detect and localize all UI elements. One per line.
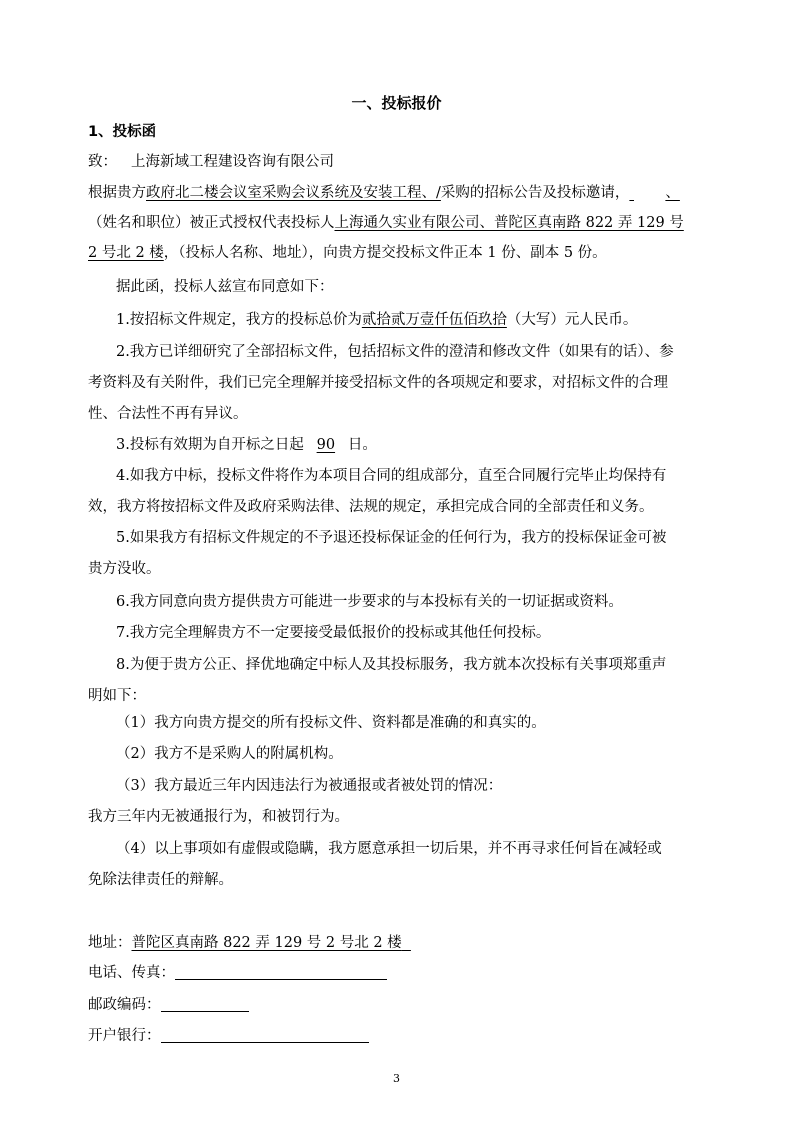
sub-item-4-line-1: （4）以上事项如有虚假或隐瞒，我方愿意承担一切后果，并不再寻求任何旨在减轻或 xyxy=(116,841,662,857)
sub-item-3: （3）我方最近三年内因违法行为被通报或者被处罚的情况： xyxy=(116,778,503,794)
page-number: 3 xyxy=(393,1072,400,1085)
item-text: 3.投标有效期为自开标之日起 xyxy=(116,437,304,453)
item-6: 6.我方同意向贵方提供贵方可能进一步要求的与本投标有关的一切证据或资料。 xyxy=(116,594,623,610)
phone-blank xyxy=(175,963,387,980)
item-7: 7.我方完全理解贵方不一定要接受最低报价的投标或其他任何投标。 xyxy=(116,625,551,641)
phone-line xyxy=(88,963,387,983)
item-8-line-2: 明如下： xyxy=(88,688,146,704)
item-2-line-3: 性、合法性不再有异议。 xyxy=(88,406,248,422)
intro-text: 采购的招标公告及投标邀请， xyxy=(440,185,630,201)
sub-item-2: （2）我方不是采购人的附属机构。 xyxy=(116,746,343,762)
address-line xyxy=(88,933,411,953)
intro-text: （姓名和职位）被正式授权代表投标人 xyxy=(88,215,335,231)
to-label: 致： xyxy=(88,154,117,170)
item-5-line-2: 贵方没收。 xyxy=(88,561,161,577)
project-name: 政府北二楼会议室采购会议系统及安装工程、/ xyxy=(146,185,441,201)
declare-line: 据此函，投标人兹宣布同意如下： xyxy=(116,279,334,295)
postcode-line xyxy=(88,995,249,1015)
address-label: 地址： xyxy=(88,935,132,951)
item-text: 1.按招标文件规定，我方的投标总价为 xyxy=(116,312,362,328)
bank-line xyxy=(88,1026,369,1046)
bidder-name-2: 2 号北 2 楼 xyxy=(88,245,164,261)
item-5-line-1: 5.如果我方有招标文件规定的不予退还投标保证金的任何行为，我方的投标保证金可被 xyxy=(116,530,667,546)
item-text: 日。 xyxy=(347,437,377,453)
item-1 xyxy=(116,310,637,330)
item-8-line-1: 8.为便于贵方公正、择优地确定中标人及其投标服务，我方就本次投标有关事项郑重声 xyxy=(116,657,667,673)
address-value: 普陀区真南路 822 弄 129 号 2 号北 2 楼 xyxy=(131,935,402,951)
subsection-title: 1、投标函 xyxy=(88,124,157,140)
intro-line-3 xyxy=(88,243,607,263)
item-2-line-2: 考资料及有关附件，我们已完全理解并接受招标文件的各项规定和要求，对招标文件的合理 xyxy=(88,375,668,391)
intro-line-2 xyxy=(88,213,684,233)
item-4-line-1: 4.如我方中标，投标文件将作为本项目合同的组成部分，直至合同履行完毕止均保持有 xyxy=(116,468,667,484)
phone-label: 电话、传真： xyxy=(88,965,175,981)
item-4-line-2: 效，我方将按招标文件及政府采购法律、法规的规定，承担完成合同的全部责任和义务。 xyxy=(88,499,654,515)
sub-item-3-answer: 我方三年内无被通报行为，和被罚行为。 xyxy=(88,809,349,825)
bank-blank xyxy=(161,1026,369,1043)
validity-days: 90 xyxy=(316,437,336,453)
addressee-line xyxy=(88,152,334,172)
postcode-label: 邮政编码： xyxy=(88,997,161,1013)
bidder-name-1: 上海通久实业有限公司、普陀区真南路 822 弄 129 号 xyxy=(334,215,684,231)
item-3 xyxy=(116,435,377,455)
intro-text: ，（投标人名称、地址），向贵方提交投标文件正本 1 份、副本 5 份。 xyxy=(163,245,607,261)
bank-label: 开户银行： xyxy=(88,1028,161,1044)
sub-item-1: （1）我方向贵方提交的所有投标文件、资料都是准确的和真实的。 xyxy=(116,715,546,731)
intro-text: 、 xyxy=(665,185,680,201)
item-2-line-1: 2.我方已详细研究了全部招标文件，包括招标文件的澄清和修改文件（如果有的话）、参 xyxy=(116,344,674,360)
postcode-blank xyxy=(161,995,249,1012)
section-title: 一、投标报价 xyxy=(351,94,442,112)
to-name: 上海新域工程建设咨询有限公司 xyxy=(131,154,334,170)
bid-amount: 贰拾贰万壹仟伍佰玖拾 xyxy=(361,312,507,328)
sub-item-4-line-2: 免除法律责任的辩解。 xyxy=(88,872,233,888)
item-text: （大写）元人民币。 xyxy=(506,312,638,328)
intro-text: 根据贵方 xyxy=(88,185,146,201)
rep-blank xyxy=(629,183,665,203)
intro-line-1 xyxy=(88,183,680,203)
